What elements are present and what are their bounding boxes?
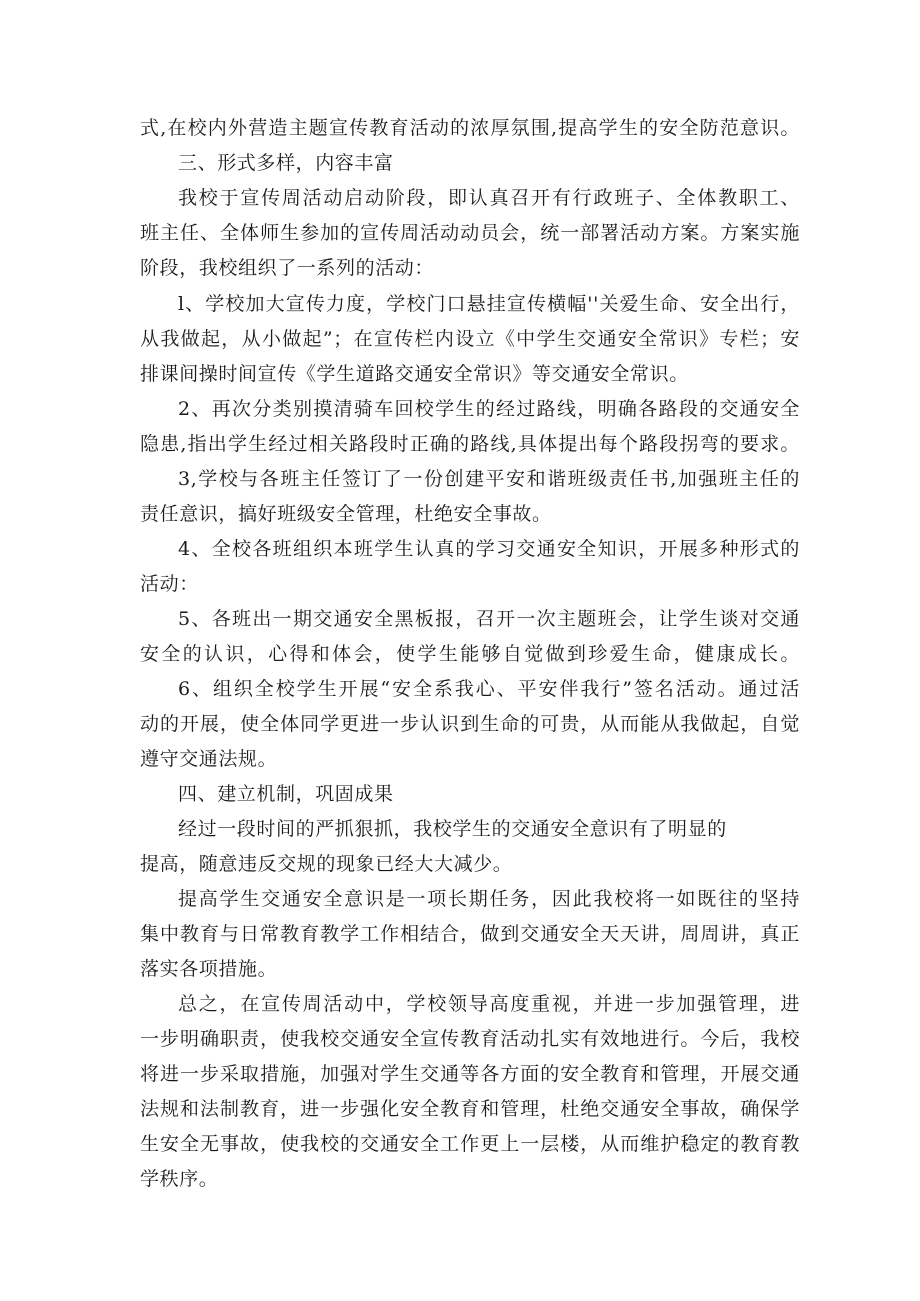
paragraph-line: 隐患,指出学生经过相关路段时正确的路线,具体提出每个路段拐弯的要求。 [140, 433, 800, 455]
paragraph-line: 将进一步采取措施，加强对学生交通等各方面的安全教育和管理，开展交通 [140, 1063, 800, 1085]
paragraph-line: 生安全无事故，使我校的交通安全工作更上一层楼，从而维护稳定的教育教 [140, 1133, 800, 1155]
paragraph-line: 活动： [140, 573, 199, 595]
paragraph-line: 一步明确职责，使我校交通安全宣传教育活动扎实有效地进行。今后，我校 [140, 1028, 800, 1050]
paragraph-line: 排课间操时间宣传《学生道路交通安全常识》等交通安全常识。 [140, 363, 689, 385]
paragraph-line: 集中教育与日常教育教学工作相结合，做到交通安全天天讲，周周讲，真正 [140, 923, 800, 945]
list-item-1: l、学校加大宣传力度，学校门口悬挂宣传横幅''关爱生命、安全出行， [178, 293, 800, 315]
paragraph-line: 经过一段时间的严抓狠抓，我校学生的交通安全意识有了明显的 [178, 818, 727, 840]
paragraph-line: 班主任、全体师生参加的宣传周活动动员会，统一部署活动方案。方案实施 [140, 222, 800, 244]
paragraph-line: 安全的认识，心得和体会，使学生能够自觉做到珍爱生命，健康成长。 [140, 643, 800, 665]
paragraph-line: 提高学生交通安全意识是一项长期任务，因此我校将一如既往的坚持 [178, 888, 800, 910]
paragraph-line: 动的开展，使全体同学更进一步认识到生命的可贵，从而能从我做起，自觉 [140, 713, 800, 735]
paragraph-line: 阶段，我校组织了一系列的活动： [140, 257, 435, 279]
paragraph-line: 式,在校内外营造主题宣传教育活动的浓厚氛围,提高学生的安全防范意识。 [140, 117, 800, 139]
list-item-5: 5、各班出一期交通安全黑板报，召开一次主题班会，让学生谈对交通 [178, 608, 800, 630]
paragraph-line: 责任意识，搞好班级安全管理，杜绝安全事故。 [140, 503, 552, 525]
paragraph-line: 总之，在宣传周活动中，学校领导高度重视，并进一步加强管理，进 [178, 993, 800, 1015]
paragraph-line: 提高，随意违反交规的现象已经大大减少。 [140, 853, 513, 875]
paragraph-line: 法规和法制教育，进一步强化安全教育和管理，杜绝交通安全事故，确保学 [140, 1098, 800, 1120]
list-item-6: 6、组织全校学生开展“安全系我心、平安伴我行”签名活动。通过活 [178, 678, 800, 700]
paragraph-line: 遵守交通法规。 [140, 748, 278, 770]
paragraph-line: 学秩序。 [140, 1168, 219, 1190]
list-item-3: 3,学校与各班主任签订了一份创建平安和谐班级责任书,加强班主任的 [178, 468, 800, 490]
paragraph-line: 我校于宣传周活动启动阶段，即认真召开有行政班子、全体教职工、 [178, 187, 800, 209]
list-item-4: 4、全校各班组织本班学生认真的学习交通安全知识，开展多种形式的 [178, 538, 800, 560]
paragraph-line: 从我做起，从小做起”；在宣传栏内设立《中学生交通安全常识》专栏；安 [140, 328, 800, 350]
section-heading: 四、建立机制，巩固成果 [178, 783, 394, 805]
section-heading: 三、形式多样，内容丰富 [178, 152, 394, 174]
list-item-2: 2、再次分类别摸清骑车回校学生的经过路线，明确各路段的交通安全 [178, 398, 800, 420]
paragraph-line: 落实各项措施。 [140, 958, 278, 980]
